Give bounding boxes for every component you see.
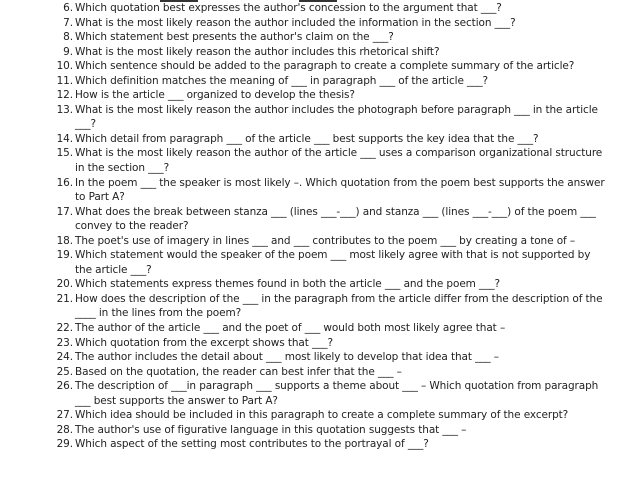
question-text: Which statement would the speaker of the poem ___ most likely agree with that is not supported by the article ___?: [75, 249, 591, 276]
question-number: 25 .: [47, 365, 73, 380]
question-text: Which quotation best expresses the author's concession to the argument that ___?: [75, 2, 502, 14]
question-text: What is the most likely reason the author includes this rhetorical shift?: [75, 45, 440, 58]
question-item: [0, 277, 620, 292]
question-text: What is the most likely reason the author includes the photograph before paragraph ___ in the article ___?: [75, 103, 598, 131]
question-item: [0, 379, 620, 408]
question-text: What is the most likely reason the author of the article ___ uses a comparison organizational structure in the section ___?: [75, 147, 603, 175]
question-number: 26 .: [47, 379, 73, 394]
question-item: [0, 336, 620, 351]
question-text: The description of ___in paragraph ___ supports a theme about ___ – Which quotation from paragraph ___ best supports the answer to Part A?: [75, 380, 599, 407]
question-item: [0, 146, 620, 175]
question-text: How does the description of the ___ in the paragraph from the article differ from the description of the ____ in the lines from the poem?: [75, 292, 603, 320]
question-number: 11 .: [47, 74, 73, 89]
question-number: 18 .: [47, 234, 73, 249]
question-item: [0, 132, 620, 147]
question-item: [0, 292, 620, 321]
question-text: Based on the quotation, the reader can best infer that the ___ –: [75, 365, 402, 378]
question-number: 27 .: [47, 408, 73, 423]
question-number: 9 .: [47, 45, 73, 60]
question-text: The poet's use of imagery in lines ___ and ___ contributes to the poem ___ by creating a tone of –: [75, 234, 576, 247]
question-number: 12 .: [47, 88, 73, 103]
question-item: [0, 74, 620, 89]
question-text: Which idea should be included in this paragraph to create a complete summary of the excerpt?: [75, 409, 569, 422]
question-number: 13 .: [47, 103, 73, 118]
question-number: 19 .: [47, 248, 73, 263]
question-text: What is the most likely reason the author included the information in the section ___?: [75, 16, 516, 29]
question-number: 14 .: [47, 132, 73, 147]
question-list: [0, 1, 620, 452]
question-number: 17 .: [47, 205, 73, 220]
question-text: Which aspect of the setting most contributes to the portrayal of ___?: [75, 438, 429, 451]
question-number: 24 .: [47, 350, 73, 365]
question-text: In the poem ___ the speaker is most likely –. Which quotation from the poem best supports the answer to Part A?: [75, 176, 605, 204]
question-item: [0, 205, 620, 234]
question-item: [0, 248, 620, 277]
question-item: [0, 16, 620, 31]
question-text: Which statement best presents the author's claim on the ___?: [75, 31, 394, 44]
question-number: 29 .: [47, 437, 73, 452]
question-item: [0, 408, 620, 423]
question-number: 6 .: [47, 1, 73, 16]
question-item: [0, 365, 620, 380]
question-item: [0, 45, 620, 60]
question-item: [0, 321, 620, 336]
question-number: 15 .: [47, 146, 73, 161]
question-text: What does the break between stanza ___ (lines ___-___) and stanza ___ (lines ___-___) of the poem ___ convey to the reader?: [75, 205, 596, 233]
question-item: [0, 437, 620, 452]
question-text: Which statements express themes found in both the article ___ and the poem ___?: [75, 278, 500, 291]
question-item: [0, 423, 620, 438]
question-number: 21 .: [47, 292, 73, 307]
question-text: The author's use of figurative language in this quotation suggests that ___ –: [75, 423, 467, 436]
question-item: [0, 30, 620, 45]
question-text: Which sentence should be added to the paragraph to create a complete summary of the article?: [75, 60, 575, 73]
question-item: [0, 88, 620, 103]
question-text: Which definition matches the meaning of ___ in paragraph ___ of the article ___?: [75, 74, 488, 87]
question-item: [0, 59, 620, 74]
question-number: 20 .: [47, 277, 73, 292]
question-number: 10 .: [47, 59, 73, 74]
question-item: [0, 1, 620, 16]
question-number: 16 .: [47, 176, 73, 191]
question-item: [0, 103, 620, 132]
question-number: 22 .: [47, 321, 73, 336]
question-item: [0, 350, 620, 365]
question-item: [0, 176, 620, 205]
question-number: 7 .: [47, 16, 73, 31]
question-number: 23 .: [47, 336, 73, 351]
question-text: The author of the article ___ and the poet of ___ would both most likely agree that –: [75, 322, 506, 335]
question-text: Which quotation from the excerpt shows that ___?: [75, 336, 333, 349]
question-item: [0, 234, 620, 249]
question-number: 28 .: [47, 423, 73, 438]
question-text: The author includes the detail about ___ most likely to develop that idea that ___ –: [75, 351, 499, 364]
question-text: How is the article ___ organized to develop the thesis?: [75, 89, 355, 102]
question-number: 8 .: [47, 30, 73, 45]
question-text: Which detail from paragraph ___ of the article ___ best supports the key idea that the ___?: [75, 132, 539, 145]
